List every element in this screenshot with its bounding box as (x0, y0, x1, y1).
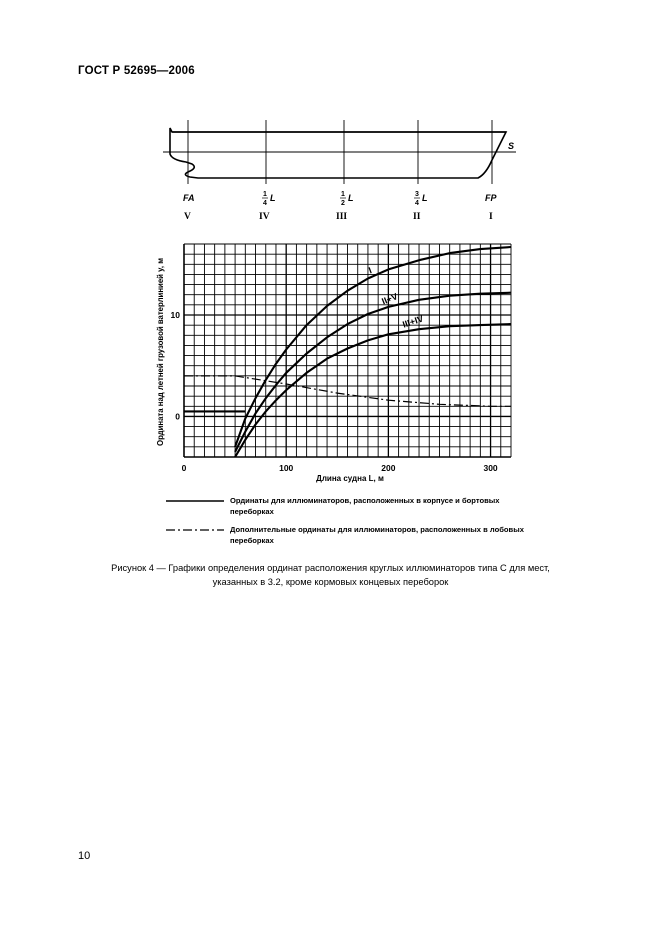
page-number: 10 (78, 850, 91, 862)
station-label-three-quarter: L (422, 193, 428, 203)
chart-grid (184, 244, 511, 457)
legend-solid-line-icon (166, 498, 226, 504)
station-label-half: L (348, 193, 354, 203)
station-label-quarter: L (270, 193, 276, 203)
station-roman-v: V (184, 212, 191, 222)
ordinate-chart (0, 230, 661, 490)
caption-line-1: Рисунок 4 — Графики определения ординат расположения круглых иллюминаторов типа С для мест, (111, 563, 550, 573)
station-fraction-den-3: 4 (415, 200, 419, 207)
station-fraction-num-3: 3 (415, 191, 419, 198)
legend-text-solid: Ординаты для иллюминаторов, расположенных в корпусе и бортовых переборках (230, 496, 500, 516)
station-fraction-num-1: 1 (263, 191, 267, 198)
document-header: ГОСТ Р 52695—2006 (78, 65, 195, 77)
station-label-fa: FA (183, 193, 195, 203)
caption-line-2: указанных в 3.2, кроме кормовых концевых переборок (212, 577, 449, 587)
legend-item-dashdot (166, 524, 546, 550)
series-label-1: II+V (380, 291, 400, 307)
series-line-1 (235, 293, 511, 452)
station-fraction-den-1: 4 (263, 200, 267, 207)
x-tick-label: 200 (381, 463, 396, 473)
legend-text-dashdot: Дополнительные ординаты для иллюминаторов, расположенных в лобовых переборках (230, 525, 524, 545)
station-roman-iii: III (336, 212, 348, 222)
series-label-2: III+IV (401, 313, 425, 330)
waterline-label: S (508, 141, 515, 151)
x-axis-label: Длина судна L, м (316, 474, 384, 483)
y-axis-label: Ордината над летней грузовой ватерлинией y, м (156, 258, 165, 446)
legend-item-solid (166, 495, 546, 521)
station-fraction-num-2: 1 (341, 191, 345, 198)
x-tick-label: 300 (483, 463, 498, 473)
station-roman-iv: IV (259, 212, 270, 222)
x-tick-label: 100 (279, 463, 294, 473)
y-tick-label: 10 (170, 310, 180, 320)
station-roman-ii: II (413, 212, 421, 222)
y-tick-label: 0 (175, 411, 180, 422)
station-fraction-den-2: 2 (341, 200, 345, 207)
legend-dashdot-line-icon (166, 527, 226, 533)
figure-caption (60, 561, 601, 589)
station-label-fp: FP (485, 193, 497, 203)
chart-tick-labels (171, 310, 498, 473)
series-label-0: I (367, 265, 374, 276)
x-tick-label: 0 (181, 463, 187, 473)
station-roman-i: I (489, 212, 493, 222)
ship-hull-outline (170, 128, 506, 178)
